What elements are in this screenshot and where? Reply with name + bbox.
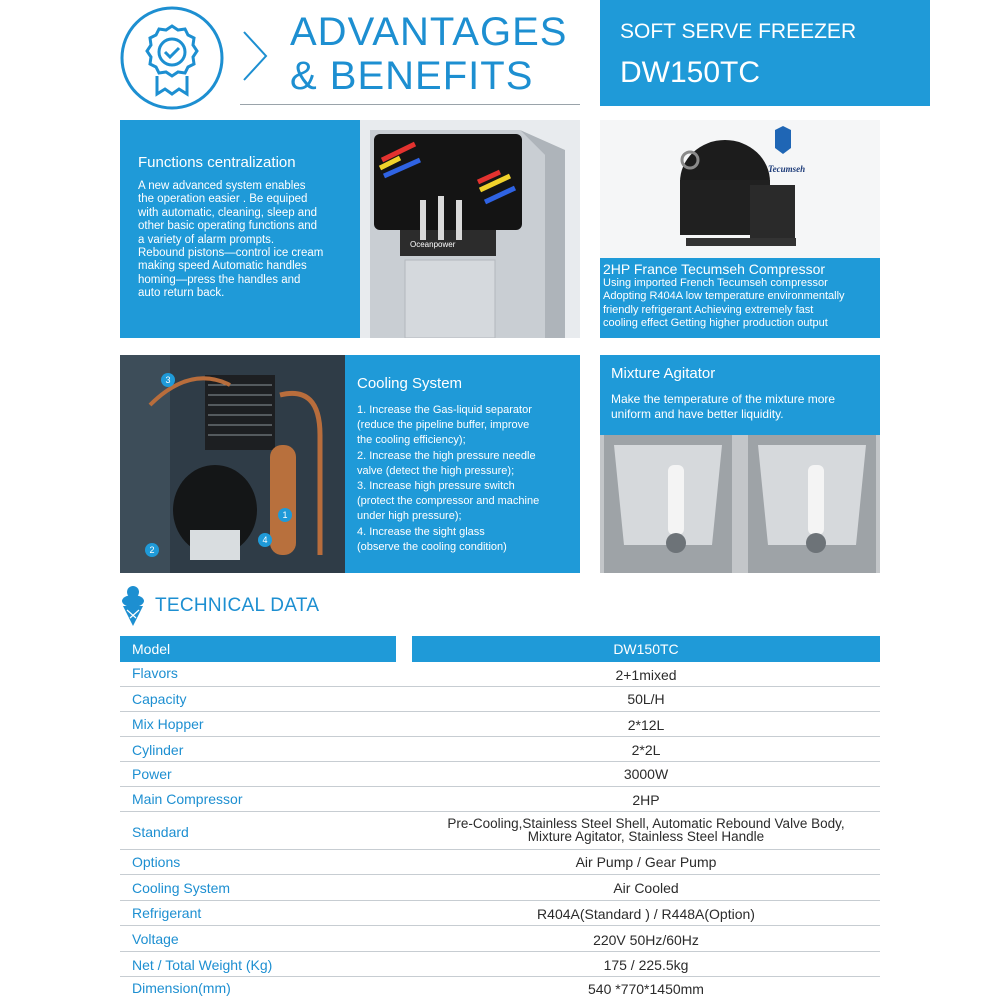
table-row: [120, 662, 880, 687]
panel-cooling: [120, 355, 580, 573]
panel-functions: [120, 120, 580, 338]
functions-line: A new advanced system enables: [138, 180, 306, 192]
compressor-image: [600, 120, 880, 258]
spec-value: 50L/H: [627, 691, 665, 707]
cooling-line: 3. Increase high pressure switch: [357, 480, 515, 493]
cooling-line: (observe the cooling condition): [357, 540, 507, 553]
cooling-line: (protect the compressor and machine: [357, 495, 540, 508]
functions-line: with automatic, cleaning, sleep and: [138, 206, 317, 219]
table-row: [120, 901, 880, 926]
model-banner: [600, 0, 930, 106]
compressor-title: 2HP France Tecumseh Compressor: [603, 261, 826, 277]
spec-key: Main Compressor: [132, 791, 243, 807]
cooling-line: (reduce the pipeline buffer, improve: [357, 419, 530, 432]
machine-brand-label: Oceanpower: [410, 240, 456, 249]
cooling-description: [357, 403, 539, 555]
spec-header-key: Model: [132, 641, 171, 657]
table-row: [120, 712, 880, 737]
spec-key: Capacity: [132, 691, 187, 707]
agitator-line: Make the temperature of the mixture more: [611, 392, 836, 406]
spec-key: Power: [132, 766, 172, 782]
panel-agitator: [600, 355, 880, 573]
spec-value-line: Pre-Cooling,Stainless Steel Shell, Automatic Rebound Valve Body,: [447, 816, 845, 831]
functions-line: homing—press the handles and: [138, 273, 301, 286]
ice-cream-machine-image: [360, 120, 580, 338]
compressor-line: Adopting R404A low temperature environmentally: [603, 290, 845, 303]
spec-key: Voltage: [132, 931, 179, 947]
header-divider: [240, 104, 580, 105]
technical-data-title: TECHNICAL DATA: [155, 595, 320, 616]
panel-compressor: [600, 120, 880, 338]
ice-cream-cone-icon: [120, 584, 146, 626]
functions-title: Functions centralization: [138, 154, 296, 171]
cooling-line: 1. Increase the Gas-liquid separator: [357, 404, 532, 416]
spec-table: [120, 636, 880, 1000]
page-title: [290, 10, 567, 98]
quality-badge-icon: [120, 6, 224, 110]
spec-value-line: Mixture Agitator, Stainless Steel Handle: [527, 828, 765, 844]
table-row: [120, 850, 880, 875]
marker-4: 4: [262, 535, 268, 545]
table-row: [120, 762, 880, 787]
spec-key: Flavors: [132, 665, 178, 681]
table-row: [120, 875, 880, 901]
cooling-line: 2. Increase the high pressure needle: [357, 449, 536, 462]
agitator-title: Mixture Agitator: [611, 365, 716, 382]
spec-value: Air Cooled: [613, 880, 679, 896]
title-line-1: ADVANTAGES: [290, 10, 568, 54]
spec-value: 2*2L: [631, 742, 661, 758]
table-row: [120, 687, 880, 712]
spec-value: R404A(Standard ) / R448A(Option): [537, 906, 755, 922]
spec-key: Standard: [132, 824, 189, 840]
functions-line: a variety of alarm prompts.: [138, 233, 275, 246]
model-number: DW150TC: [620, 56, 761, 89]
spec-key: Net / Total Weight (Kg): [132, 957, 273, 973]
spec-value: 2+1mixed: [615, 667, 677, 683]
functions-line: making speed Automatic handles: [138, 260, 307, 273]
compressor-line: Using imported French Tecumseh compressor: [603, 277, 828, 289]
cooling-title: Cooling System: [357, 375, 463, 392]
table-row: [120, 952, 880, 977]
spec-value: Air Pump / Gear Pump: [575, 854, 717, 870]
spec-value: 2HP: [632, 792, 660, 808]
spec-value: 3000W: [623, 766, 669, 782]
table-row: [120, 737, 880, 762]
table-row: [120, 926, 880, 952]
marker-3: 3: [165, 375, 171, 385]
functions-text-area: [120, 120, 360, 338]
spec-value: 175 / 225.5kg: [603, 957, 689, 973]
cooling-line: 4. Increase the sight glass: [357, 525, 485, 538]
cooling-line: valve (detect the high pressure);: [357, 464, 515, 477]
spec-key: Mix Hopper: [132, 716, 204, 732]
functions-line: auto return back.: [138, 287, 225, 300]
spec-value: 540 *770*1450mm: [588, 981, 704, 997]
cooling-line: under high pressure);: [357, 510, 462, 523]
marker-2: 2: [149, 545, 155, 555]
functions-description: [138, 180, 323, 301]
spec-key: Cooling System: [132, 880, 231, 896]
marker-1: 1: [282, 510, 288, 520]
title-line-2: & BENEFITS: [290, 54, 534, 98]
table-row: [120, 977, 880, 1000]
agitator-text-area: [600, 355, 880, 435]
table-row: [120, 812, 880, 850]
spec-key: Refrigerant: [132, 905, 202, 921]
product-type: SOFT SERVE FREEZER: [620, 20, 857, 43]
functions-line: other basic operating functions and: [138, 220, 318, 233]
spec-header-value: DW150TC: [613, 641, 679, 657]
compressor-description: [603, 277, 845, 330]
mixture-agitator-image: [600, 435, 880, 573]
table-row: [120, 787, 880, 812]
compressor-line: friendly refrigerant Achieving extremely fast: [603, 303, 814, 316]
spec-value: 220V 50Hz/60Hz: [593, 932, 699, 948]
compressor-line: cooling effect Getting higher production output: [603, 316, 828, 329]
cooling-line: the cooling efficiency);: [357, 434, 466, 447]
tecumseh-logo-text: Tecumseh: [768, 164, 806, 174]
functions-line: Rebound pistons—control ice cream: [138, 247, 324, 260]
spec-key: Options: [132, 854, 181, 870]
compressor-text-area: [600, 258, 880, 338]
cooling-system-image: [120, 355, 345, 573]
functions-line: the operation easier . Be equiped: [138, 193, 308, 206]
spec-header-row: [120, 636, 880, 662]
spec-key: Cylinder: [132, 742, 184, 758]
agitator-description: [611, 392, 835, 422]
cooling-text-area: [345, 355, 580, 573]
spec-value: [412, 818, 880, 843]
spec-value: 2*12L: [627, 717, 665, 733]
spec-key: Dimension(mm): [132, 980, 231, 996]
agitator-line: uniform and have better liquidity.: [611, 407, 784, 421]
chevron-right-icon: [240, 28, 270, 84]
